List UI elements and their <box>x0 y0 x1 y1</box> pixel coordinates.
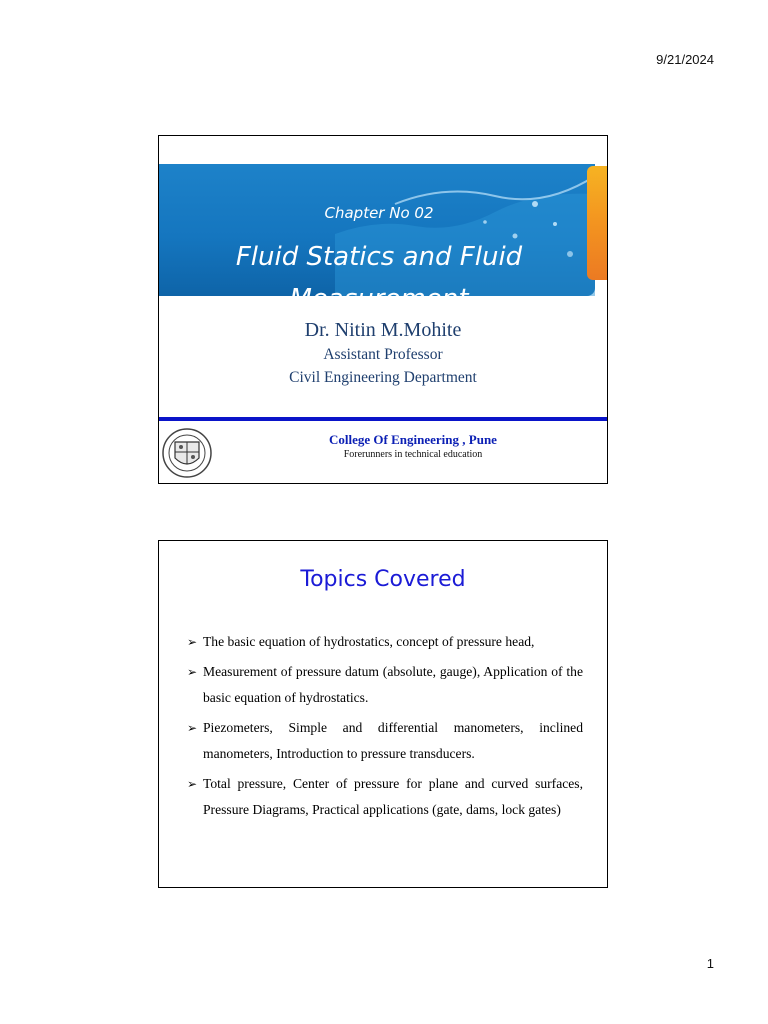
topics-slide <box>158 540 608 888</box>
college-name: College Of Engineering , Pune <box>329 432 497 447</box>
list-item-text: Measurement of pressure datum (absolute, gauge), Application of the basic equation of hydrostatics. <box>203 664 583 705</box>
list-item <box>187 659 583 711</box>
divider-rule <box>159 417 607 421</box>
list-item <box>187 771 583 823</box>
topics-title: Topics Covered <box>300 567 466 592</box>
title-slide <box>158 135 608 484</box>
author-name: Dr. Nitin M.Mohite <box>304 319 462 341</box>
college-tagline: Forerunners in technical education <box>343 449 483 460</box>
title-banner <box>159 164 595 314</box>
slide-title <box>159 236 599 320</box>
list-item <box>187 715 583 767</box>
author-department: Civil Engineering Department <box>289 369 477 386</box>
topics-list <box>187 629 583 827</box>
page-date: 9/21/2024 <box>656 52 714 67</box>
list-item <box>187 629 583 655</box>
arrow-bullet-icon: ➢ <box>187 665 198 679</box>
chapter-label: Chapter No 02 <box>324 204 434 222</box>
title-line-2: Measurement <box>289 284 469 314</box>
list-item-text: Total pressure, Center of pressure for plane and curved surfaces, Pressure Diagrams, Practical applications (gate, dams, lock gates) <box>203 776 583 817</box>
author-role: Assistant Professor <box>323 346 443 363</box>
title-line-1: Fluid Statics and Fluid <box>235 242 523 272</box>
arrow-bullet-icon: ➢ <box>187 721 198 735</box>
arrow-bullet-icon: ➢ <box>187 635 198 649</box>
college-seal-icon <box>161 426 213 480</box>
page-number: 1 <box>706 956 714 971</box>
list-item-text: Piezometers, Simple and differential manometers, inclined manometers, Introduction to pressure transducers. <box>203 720 583 761</box>
orange-accent-tab <box>587 166 607 280</box>
arrow-bullet-icon: ➢ <box>187 777 198 791</box>
list-item-text: The basic equation of hydrostatics, concept of pressure head, <box>203 634 535 649</box>
